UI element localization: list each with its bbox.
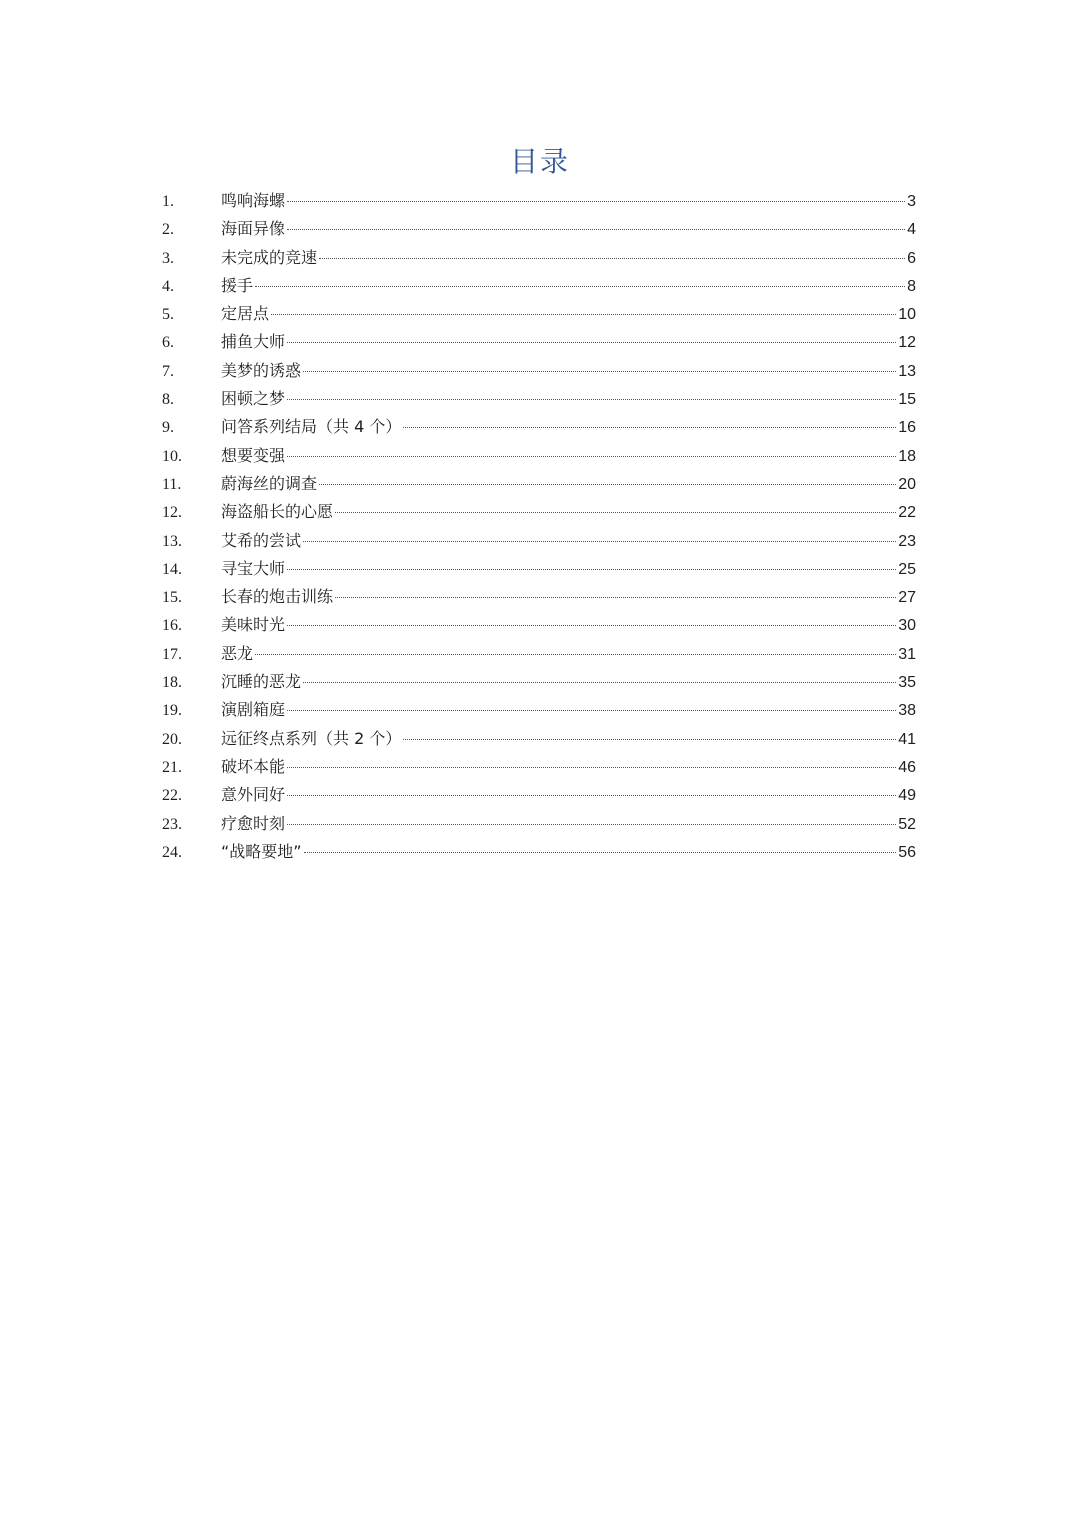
toc-entry[interactable] [162,442,916,470]
toc-entry[interactable] [162,668,916,696]
toc-dot-leader [255,285,905,287]
toc-entry-number: 11. [162,475,182,493]
toc-entry-number: 8. [162,391,174,409]
toc-entry[interactable] [162,357,916,385]
toc-dot-leader [287,455,896,457]
toc-entry-title: 长春的炮击训练 [221,587,334,607]
toc-entry-title: 海面异像 [221,219,286,239]
toc-entry[interactable] [162,498,916,526]
toc-entry-page-number: 13 [898,362,916,380]
toc-entry[interactable] [162,272,916,300]
toc-entry-number: 14. [162,560,182,578]
toc-entry-page-number: 22 [898,504,916,522]
toc-entry-number: 10. [162,447,182,465]
toc-entry-title: 问答系列结局（共 4 个） [221,417,402,437]
toc-entry[interactable] [162,838,916,866]
toc-entry-title: 美味时光 [221,615,286,635]
toc-entry[interactable] [162,810,916,838]
toc-entry-page-number: 38 [898,702,916,720]
toc-entry-page-number: 15 [898,391,916,409]
toc-dot-leader [287,709,896,711]
toc-entry-number: 20. [162,730,182,748]
toc-entry-title: 艾希的尝试 [221,530,302,550]
toc-entry-title: 未完成的竞速 [221,247,318,267]
toc-entry-page-number: 18 [898,447,916,465]
toc-dot-leader [335,596,896,598]
toc-entry-number: 7. [162,362,174,380]
toc-entry[interactable] [162,215,916,243]
toc-dot-leader [319,257,905,259]
toc-entry-title: 美梦的诱惑 [221,360,302,380]
toc-entry-title: 捕鱼大师 [221,332,286,352]
toc-entry-page-number: 30 [898,617,916,635]
toc-dot-leader [287,228,905,230]
toc-dot-leader [287,200,905,202]
toc-entry[interactable] [162,640,916,668]
toc-entry-number: 23. [162,815,182,833]
toc-dot-leader [255,653,896,655]
toc-entry-number: 19. [162,702,182,720]
toc-dot-leader [335,511,896,513]
toc-entry[interactable] [162,753,916,781]
toc-entry-page-number: 20 [898,475,916,493]
toc-entry-page-number: 25 [898,560,916,578]
toc-entry-title: 演剧箱庭 [221,700,286,720]
toc-entry-page-number: 49 [898,787,916,805]
toc-entry-title: 寻宝大师 [221,558,286,578]
toc-entry-title: 恶龙 [221,643,254,663]
toc-entry[interactable] [162,696,916,724]
toc-entry-page-number: 10 [898,306,916,324]
toc-dot-leader [287,823,896,825]
toc-dot-leader [287,398,896,400]
toc-entry-number: 1. [162,193,174,210]
toc-entry-page-number: 16 [898,419,916,437]
toc-entry-number: 17. [162,645,182,663]
toc-entry-number: 12. [162,504,182,522]
toc-dot-leader [271,313,896,315]
toc-entry-page-number: 41 [898,730,916,748]
toc-entry[interactable] [162,611,916,639]
toc-entry-page-number: 46 [898,758,916,776]
toc-entry-title: “战略要地” [221,841,302,861]
toc-dot-leader [287,568,896,570]
toc-dot-leader [303,370,896,372]
toc-entry-page-number: 52 [898,815,916,833]
toc-entry[interactable] [162,413,916,441]
toc-dot-leader [403,738,896,740]
toc-dot-leader [287,341,896,343]
toc-entry[interactable] [162,328,916,356]
toc-entry[interactable] [162,244,916,272]
toc-entry-number: 5. [162,306,174,324]
toc-dot-leader [287,794,896,796]
toc-entry-page-number: 35 [898,674,916,692]
toc-entry-title: 沉睡的恶龙 [221,672,302,692]
toc-entry-number: 16. [162,617,182,635]
toc-entry-page-number: 3 [907,193,916,210]
toc-entry-number: 15. [162,589,182,607]
toc-entry-number: 18. [162,674,182,692]
toc-entry-title: 援手 [221,275,254,295]
toc-entry-title: 破坏本能 [221,756,286,776]
toc-entry-number: 24. [162,843,182,861]
toc-title: 目录 [509,145,570,178]
toc-entry-number: 2. [162,221,174,239]
toc-dot-leader [403,426,896,428]
toc-entry[interactable] [162,470,916,498]
toc-list [162,187,916,866]
toc-entry[interactable] [162,725,916,753]
toc-entry[interactable] [162,583,916,611]
toc-entry-page-number: 8 [907,277,916,295]
toc-entry[interactable] [162,527,916,555]
toc-entry-page-number: 6 [907,249,916,267]
toc-dot-leader [303,681,896,683]
toc-entry-title: 意外同好 [221,785,286,805]
toc-entry-page-number: 23 [898,532,916,550]
toc-dot-leader [287,624,896,626]
toc-entry-number: 9. [162,419,174,437]
toc-entry-page-number: 27 [898,589,916,607]
toc-entry-number: 21. [162,758,182,776]
toc-entry-page-number: 4 [907,221,916,239]
toc-entry-title: 定居点 [221,304,270,324]
toc-entry-page-number: 56 [898,843,916,861]
toc-entry-title: 海盗船长的心愿 [221,502,334,522]
toc-entry-page-number: 31 [898,645,916,663]
toc-entry-title: 困顿之梦 [221,389,286,409]
toc-entry-title: 远征终点系列（共 2 个） [221,728,402,748]
toc-dot-leader [287,766,896,768]
toc-entry-number: 4. [162,277,174,295]
toc-entry[interactable] [162,300,916,328]
toc-entry-number: 6. [162,334,174,352]
toc-entry[interactable] [162,555,916,583]
toc-entry[interactable] [162,781,916,809]
toc-entry-title: 蔚海丝的调查 [221,473,318,493]
toc-dot-leader [319,483,896,485]
toc-entry-number: 22. [162,787,182,805]
toc-dot-leader [304,851,897,853]
toc-entry-title: 想要变强 [221,445,286,465]
toc-entry-number: 3. [162,249,174,267]
toc-entry-number: 13. [162,532,182,550]
toc-entry-page-number: 12 [898,334,916,352]
toc-entry-title: 疗愈时刻 [221,813,286,833]
toc-entry-title: 鸣响海螺 [221,191,286,210]
toc-dot-leader [303,540,896,542]
toc-entry[interactable] [162,187,916,215]
toc-entry[interactable] [162,385,916,413]
